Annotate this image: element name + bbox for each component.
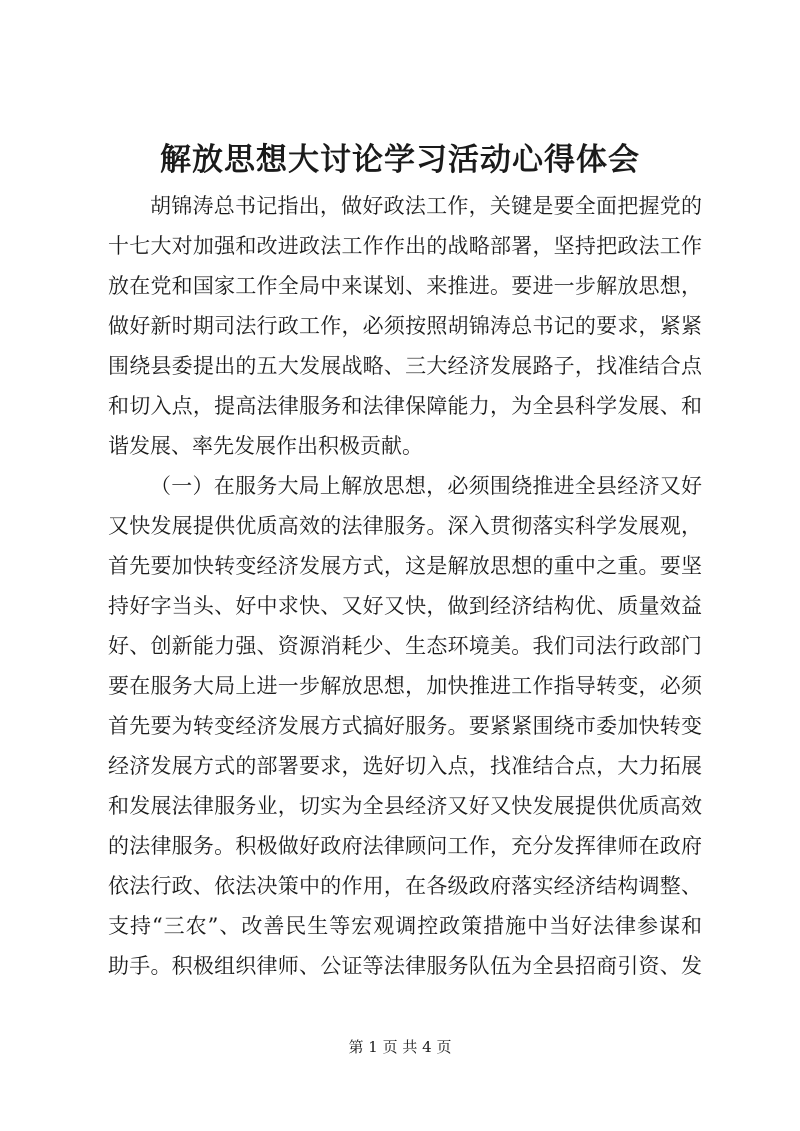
body-line: 经济发展方式的部署要求，选好切入点，找准结合点，大力拓展 [108,754,702,778]
body-line: 又快发展提供优质高效的法律服务。深入贯彻落实科学发展观， [108,514,702,538]
body-line: 放在党和国家工作全局中来谋划、来推进。要进一步解放思想， [108,274,702,298]
document-body [108,186,702,986]
body-line: 谐发展、率先发展作出积极贡献。 [108,434,423,458]
body-line: 首先要为转变经济发展方式搞好服务。要紧紧围绕市委加快转变 [108,714,702,738]
body-line: 胡锦涛总书记指出，做好政法工作，关键是要全面把握党的 [150,194,702,218]
page-number-footer: 第 1 页 共 4 页 [348,1038,452,1056]
body-line: 持好字当头、好中求快、又好又快，做到经济结构优、质量效益 [108,594,702,618]
body-line: 做好新时期司法行政工作，必须按照胡锦涛总书记的要求，紧紧 [108,314,702,338]
body-line: （一）在服务大局上解放思想，必须围绕推进全县经济又好 [150,474,702,498]
body-line: 的法律服务。积极做好政府法律顾问工作，充分发挥律师在政府 [108,834,702,858]
body-line: 要在服务大局上进一步解放思想，加快推进工作指导转变，必须 [108,674,702,698]
body-line: 和切入点，提高法律服务和法律保障能力，为全县科学发展、和 [108,394,702,418]
body-line: 依法行政、依法决策中的作用，在各级政府落实经济结构调整、 [108,874,702,898]
body-line: 十七大对加强和改进政法工作作出的战略部署，坚持把政法工作 [108,234,702,258]
body-line: 助手。积极组织律师、公证等法律服务队伍为全县招商引资、发 [108,954,702,978]
body-line: 好、创新能力强、资源消耗少、生态环境美。我们司法行政部门 [108,634,702,658]
body-line: 首先要加快转变经济发展方式，这是解放思想的重中之重。要坚 [108,554,702,578]
body-line: 和发展法律服务业，切实为全县经济又好又快发展提供优质高效 [108,794,702,818]
body-line: 围绕县委提出的五大发展战略、三大经济发展路子，找准结合点 [108,354,702,378]
body-line: 支持“三农”、改善民生等宏观调控政策措施中当好法律参谋和 [108,914,702,938]
document-title: 解放思想大讨论学习活动心得体会 [160,142,640,178]
